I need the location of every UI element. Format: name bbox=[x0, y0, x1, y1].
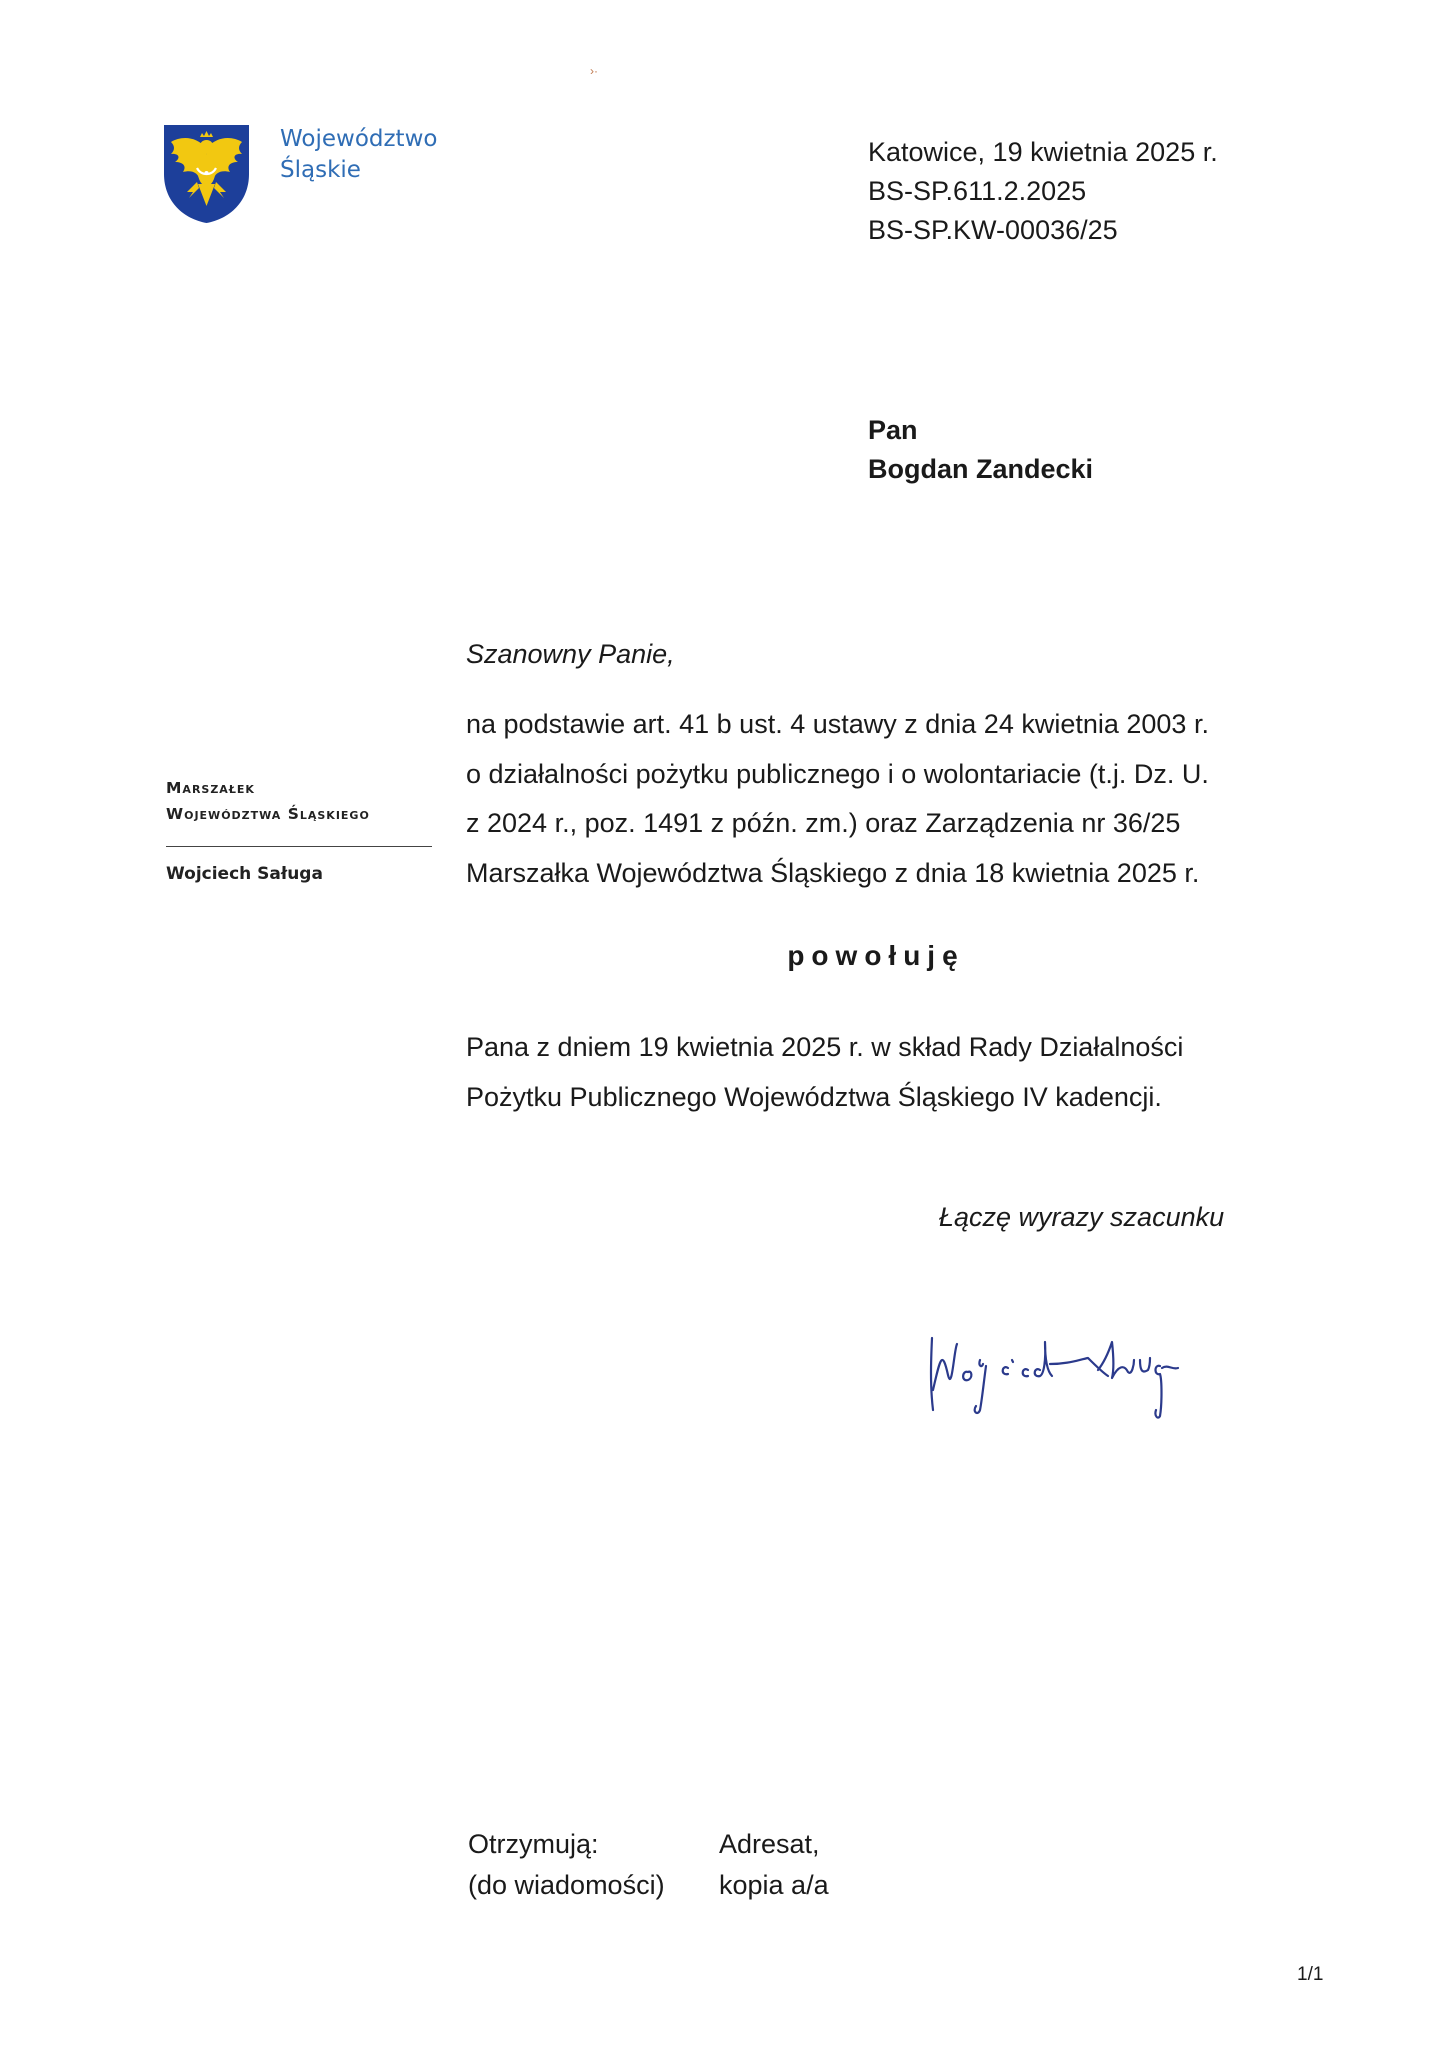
sender-name: Wojciech Saługa bbox=[166, 864, 323, 884]
silesian-eagle-icon bbox=[161, 122, 252, 226]
reference-number: BS-SP.611.2.2025 bbox=[868, 176, 1087, 206]
paragraph-line: o działalności pożytku publicznego i o wolontariacie (t.j. Dz. U. bbox=[466, 758, 1209, 789]
divider bbox=[166, 846, 432, 847]
logo-line-2: Śląskie bbox=[280, 157, 361, 183]
handwritten-signature bbox=[928, 1320, 1248, 1445]
logo-text bbox=[280, 124, 437, 186]
addressee bbox=[868, 411, 1093, 489]
salutation: Szanowny Panie, bbox=[466, 639, 675, 669]
appointment-heading: powołuję bbox=[787, 940, 965, 971]
date: Katowice, 19 kwietnia 2025 r. bbox=[868, 137, 1218, 167]
recipients-label bbox=[468, 1824, 665, 1906]
paragraph-line: Marszałka Województwa Śląskiego z dnia 18 kwietnia 2025 r. bbox=[466, 857, 1200, 888]
legal-basis-paragraph bbox=[466, 700, 1286, 898]
paragraph-line: Pożytku Publicznego Województwa Śląskiego IV kadencji. bbox=[466, 1082, 1162, 1112]
recipients-list bbox=[719, 1824, 829, 1906]
case-number: BS-SP.KW-00036/25 bbox=[868, 215, 1118, 245]
paragraph-line: na podstawie art. 41 b ust. 4 ustawy z dnia 24 kwietnia 2003 r. bbox=[466, 709, 1209, 739]
recipient-item: Adresat, bbox=[719, 1829, 820, 1859]
paragraph-line: Pana z dniem 19 kwietnia 2025 r. w skład Rady Działalności bbox=[466, 1032, 1184, 1062]
recipients-label-line-1: Otrzymują: bbox=[468, 1829, 599, 1859]
scan-mark: ›· bbox=[590, 64, 598, 78]
letter-header bbox=[868, 133, 1218, 250]
recipients-label-line-2: (do wiadomości) bbox=[468, 1870, 665, 1900]
sender-title-line-1: Marszałek bbox=[166, 779, 255, 797]
page-number: 1/1 bbox=[1297, 1964, 1324, 1985]
addressee-name: Bogdan Zandecki bbox=[868, 454, 1094, 484]
sender-title bbox=[166, 775, 370, 827]
closing-phrase: Łączę wyrazy szacunku bbox=[939, 1202, 1225, 1232]
recipient-item: kopia a/a bbox=[719, 1870, 829, 1900]
sender-title-line-2: Województwa Śląskiego bbox=[166, 805, 370, 823]
appointment-paragraph bbox=[466, 1022, 1286, 1122]
addressee-title: Pan bbox=[868, 415, 918, 445]
logo-line-1: Województwo bbox=[280, 126, 438, 152]
paragraph-line: z 2024 r., poz. 1491 z późn. zm.) oraz Zarządzenia nr 36/25 bbox=[466, 808, 1181, 838]
